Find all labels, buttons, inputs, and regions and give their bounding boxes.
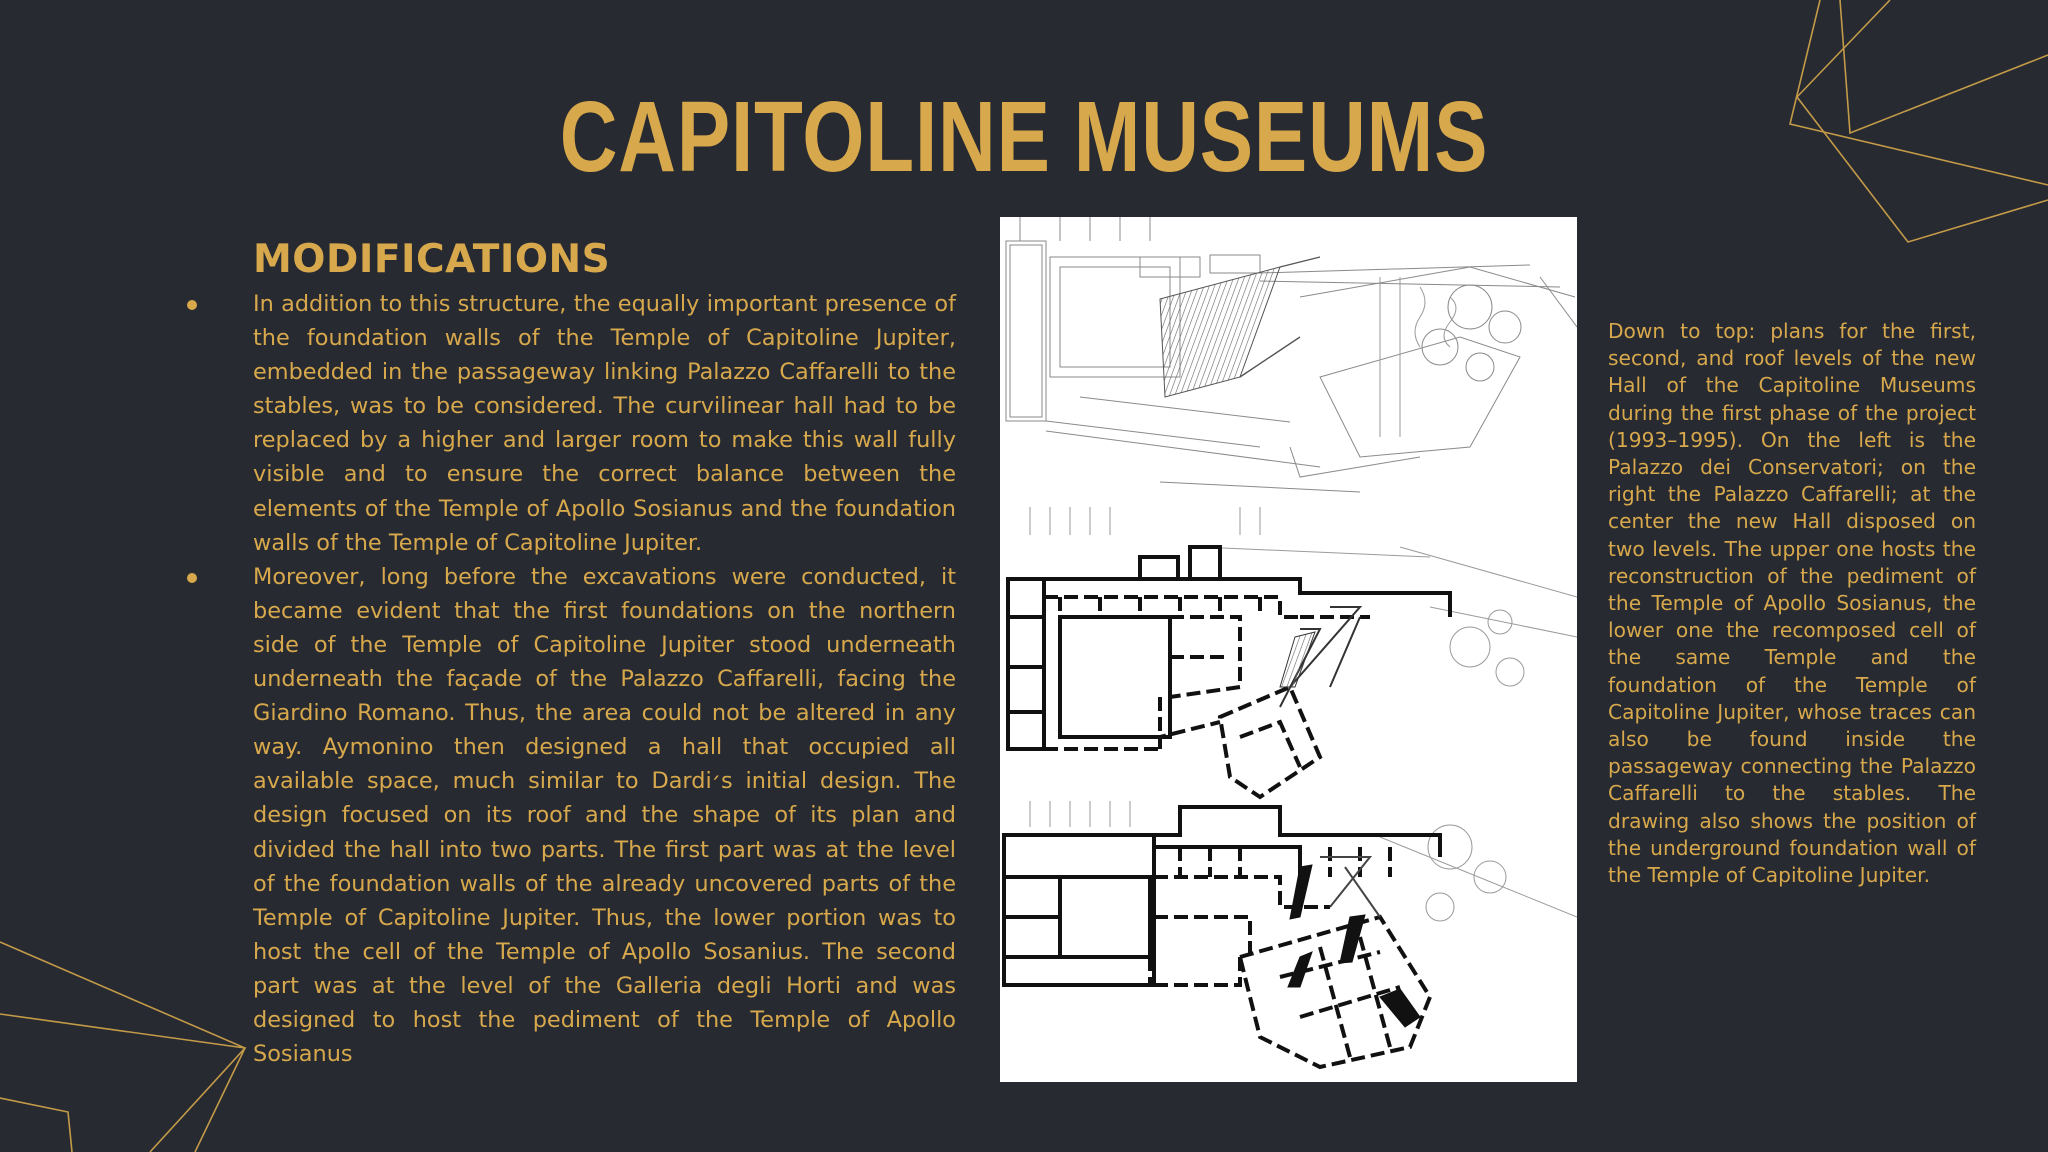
floor-plan-figure: [1000, 217, 1577, 1082]
decorative-lines-bottom-left: [0, 930, 260, 1152]
modifications-section: [253, 233, 956, 1071]
roof-level-plan: [1006, 217, 1577, 492]
section-heading: MODIFICATIONS: [253, 237, 611, 282]
bullet-list: [253, 287, 956, 1071]
list-item: [253, 560, 956, 1071]
bullet-text: Moreover, long before the excavations were conducted, it became evident that the first foundations on the northern side of the Temple of Capitoline Jupiter stood underneath underneath the façade of the Palazzo Caffarelli, facing the Giardino Romano. Thus, the area could not be altered in any way. Aymonino then designed a hall that occupied all available space, much similar to Dardi׳s initial design. The design focused on its roof and the shape of its plan and divided the hall into two parts. The first part was at the level of the foundation walls of the already uncovered parts of the Temple of Capitoline Jupiter. Thus, the lower portion was to host the cell of the Temple of Apollo Sosanius. The second part was at the level of the Galleria degli Horti and was designed to host the pediment of the Temple of Apollo Sosianus: [253, 563, 956, 1068]
page-title: CAPITOLINE MUSEUMS: [559, 81, 1489, 193]
floor-plans-drawing: [1000, 217, 1577, 1082]
bullet-dot-icon: [187, 300, 197, 310]
list-item: [253, 287, 956, 560]
figure-caption: Down to top: plans for the first, second, and roof levels of the new Hall of the Capitoline Museums during the first phase of the project (1993–1995). On the left is the Palazzo dei Conservatori; on the right the Palazzo Caffarelli; at the center the new Hall disposed on two levels. The upper one hosts the reconstruction of the pediment of the Temple of Apollo Sosianus, the lower one the recomposed cell of the same Temple and the foundation of the Temple of Capitoline Jupiter, whose traces can also be found inside the passageway connecting the Palazzo Caffarelli to the stables. The drawing also shows the position of the underground foundation wall of the Temple of Capitoline Jupiter.: [1608, 319, 1976, 888]
first-level-plan: [1004, 801, 1577, 1067]
bullet-text: In addition to this structure, the equally important presence of the foundation walls of the Temple of Capitoline Jupiter, embedded in the passageway linking Palazzo Caffarelli to the stables, was to be considered. The curvilinear hall had to be replaced by a higher and larger room to make this wall fully visible and to ensure the correct balance between the elements of the Temple of Apollo Sosianus and the foundation walls of the Temple of Capitoline Jupiter.: [253, 291, 956, 556]
bullet-dot-icon: [187, 573, 197, 583]
second-level-plan: [1008, 507, 1577, 797]
